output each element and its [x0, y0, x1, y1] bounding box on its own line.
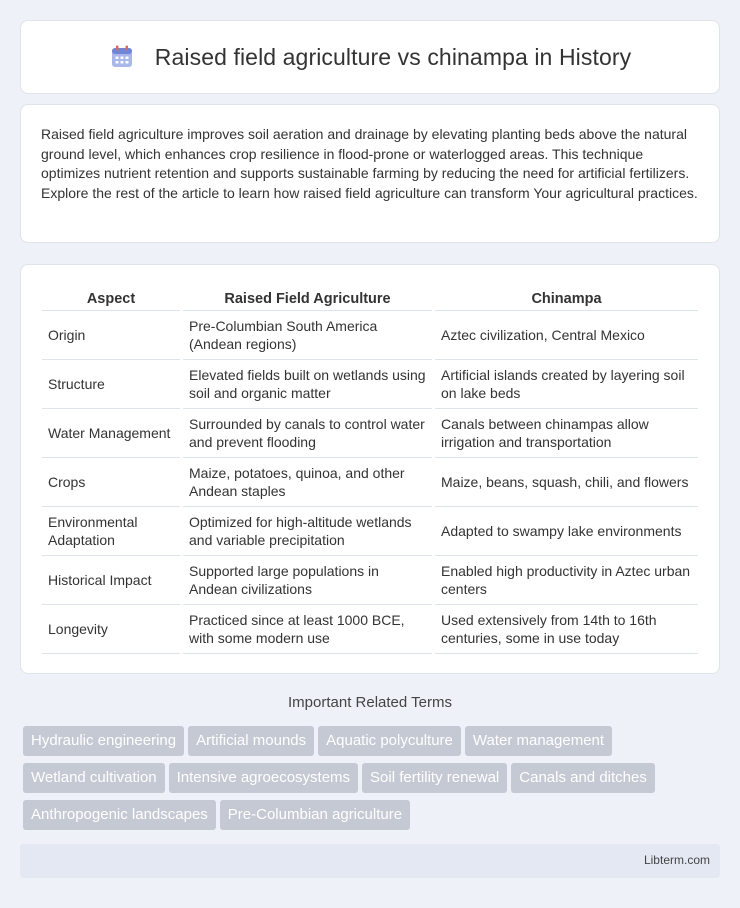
table-row [42, 458, 698, 507]
related-term-tag[interactable]: Water management [465, 726, 612, 756]
table-cell: Structure [42, 360, 180, 409]
table-cell: Aztec civilization, Central Mexico [435, 311, 698, 360]
table-cell: Used extensively from 14th to 16th centuries, some in use today [435, 605, 698, 654]
table-header-row [42, 285, 698, 311]
table-cell: Adapted to swampy lake environments [435, 507, 698, 556]
table-row [42, 360, 698, 409]
comparison-table-card [20, 264, 720, 674]
comparison-table [39, 285, 701, 654]
table-cell: Artificial islands created by layering soil on lake beds [435, 360, 698, 409]
table-row [42, 556, 698, 605]
related-term-tag[interactable]: Artificial mounds [188, 726, 314, 756]
related-term-tag[interactable]: Pre-Columbian agriculture [220, 800, 410, 830]
table-cell: Environmental Adaptation [42, 507, 180, 556]
table-row [42, 409, 698, 458]
table-cell: Surrounded by canals to control water and prevent flooding [183, 409, 432, 458]
header-raised-field: Raised Field Agriculture [183, 285, 432, 311]
related-term-tag[interactable]: Canals and ditches [511, 763, 655, 793]
table-cell: Historical Impact [42, 556, 180, 605]
table-cell: Optimized for high-altitude wetlands and variable precipitation [183, 507, 432, 556]
intro-card [20, 104, 720, 243]
table-row [42, 311, 698, 360]
table-cell: Canals between chinampas allow irrigation and transportation [435, 409, 698, 458]
footer-site-link[interactable]: Libterm.com [643, 853, 710, 867]
calendar-icon [109, 44, 135, 70]
table-cell: Crops [42, 458, 180, 507]
footer [20, 844, 720, 878]
related-terms-list [23, 726, 723, 837]
related-term-tag[interactable]: Aquatic polyculture [318, 726, 461, 756]
related-term-tag[interactable]: Hydraulic engineering [23, 726, 184, 756]
table-cell: Enabled high productivity in Aztec urban centers [435, 556, 698, 605]
header-chinampa: Chinampa [435, 285, 698, 311]
intro-text: Raised field agriculture improves soil aeration and drainage by elevating planting beds above the natural ground level, which enhances crop resilience in flood-prone or waterlogged areas. This technique optimizes nutrient retention and supports sustainable farming by reducing the need for artificial fertilizers. Explore the rest of the article to learn how raised field agriculture can transform Your agricultural practices. [41, 126, 698, 201]
related-term-tag[interactable]: Intensive agroecosystems [169, 763, 358, 793]
table-cell: Origin [42, 311, 180, 360]
table-cell: Maize, beans, squash, chili, and flowers [435, 458, 698, 507]
table-cell: Water Management [42, 409, 180, 458]
related-term-tag[interactable]: Anthropogenic landscapes [23, 800, 216, 830]
table-cell: Maize, potatoes, quinoa, and other Andean staples [183, 458, 432, 507]
table-cell: Elevated fields built on wetlands using soil and organic matter [183, 360, 432, 409]
table-row [42, 605, 698, 654]
table-cell: Longevity [42, 605, 180, 654]
table-cell: Practiced since at least 1000 BCE, with some modern use [183, 605, 432, 654]
title-card [20, 20, 720, 94]
header-aspect: Aspect [42, 285, 180, 311]
related-terms-heading: Important Related Terms [288, 694, 452, 711]
table-row [42, 507, 698, 556]
table-cell: Pre-Columbian South America (Andean regions) [183, 311, 432, 360]
related-term-tag[interactable]: Wetland cultivation [23, 763, 165, 793]
table-cell: Supported large populations in Andean civilizations [183, 556, 432, 605]
related-term-tag[interactable]: Soil fertility renewal [362, 763, 507, 793]
page-title: Raised field agriculture vs chinampa in History [154, 43, 632, 70]
